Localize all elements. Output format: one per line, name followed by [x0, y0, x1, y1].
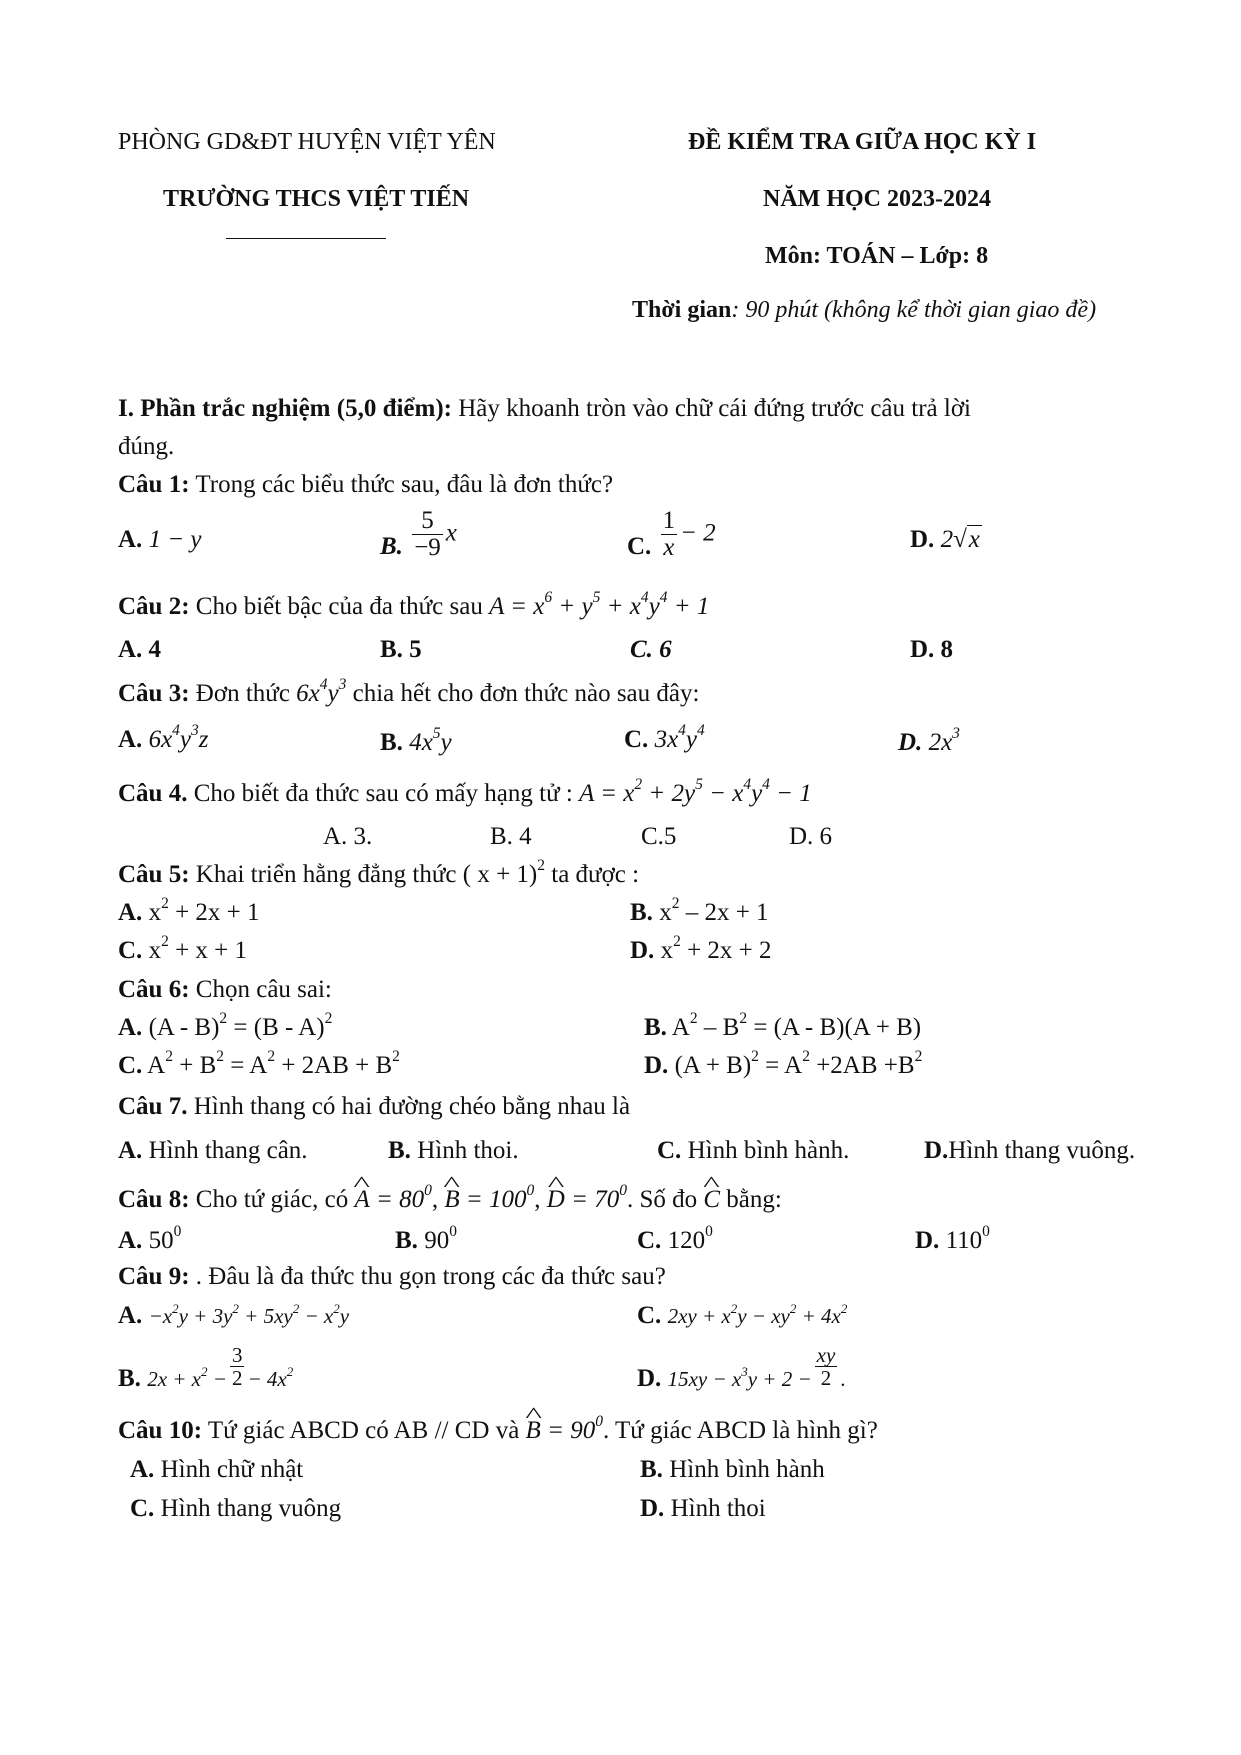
q10-option-a[interactable]: A. Hình chữ nhật: [130, 1456, 304, 1483]
section-title-line: [118, 396, 971, 421]
q7-option-a[interactable]: A. Hình thang cân.: [118, 1137, 308, 1164]
fraction: $\frac{1}{x}$: [662, 507, 676, 562]
question-9: Câu 9: . Đâu là đa thức thu gọn trong các đa thức sau?: [118, 1263, 666, 1290]
school-year: NĂM HỌC 2023-2024: [763, 186, 991, 212]
q6-option-a[interactable]: A. (A - B)$^2$ = (B - A)$^2$: [118, 1010, 333, 1041]
q1-option-d[interactable]: D. 2√x: [910, 526, 980, 553]
fraction: $\frac{5}{-9}$: [414, 507, 441, 562]
question-2: Câu 2: Cho biết bậc của đa thức sau $A = x^6 + y^5 + x^4y^4 + 1$: [118, 589, 710, 620]
question-1: [118, 472, 613, 497]
question-7: Câu 7. Hình thang có hai đường chéo bằng nhau là: [118, 1093, 631, 1120]
fraction: $\frac{3}{2}$: [231, 1343, 243, 1391]
sqrt-symbol: √x: [953, 526, 980, 553]
q8-option-c[interactable]: C. $120^0$: [637, 1223, 713, 1254]
q5-option-a[interactable]: A. $x^2 + 2x + 1$: [118, 895, 260, 926]
q3-option-d[interactable]: D. $2x^3$: [898, 725, 960, 756]
q5-option-c[interactable]: C. $x^2 + x + 1$: [118, 933, 248, 964]
q8-option-d[interactable]: D. $110^0$: [915, 1223, 990, 1254]
q9-option-d[interactable]: D. $_{15xy - x^3y + 2 -}$ $\frac{xy}{2}$ $_.$: [637, 1343, 846, 1393]
q2-option-b[interactable]: B. 5: [380, 636, 422, 663]
q6-option-b[interactable]: B. $A^2 - B^2 = (A - B)(A + B)$: [644, 1010, 922, 1041]
question-3: Câu 3: Đơn thức $6x^4y^3$ chia hết cho đơn thức nào sau đây:: [118, 676, 700, 707]
question-1-text: Trong các biểu thức sau, đâu là đơn thức?: [189, 471, 614, 498]
q2-option-c[interactable]: C. 6: [630, 636, 672, 663]
q4-option-a[interactable]: A. 3.: [323, 823, 373, 850]
q4-option-b[interactable]: B. 4: [490, 823, 532, 850]
q10-option-c[interactable]: C. Hình thang vuông: [130, 1495, 342, 1522]
q7-option-d[interactable]: D.Hình thang vuông.: [924, 1137, 1136, 1164]
q3-option-b[interactable]: B. $4x^5y$: [380, 725, 452, 756]
angle-hat: ^ B: [526, 1418, 541, 1443]
q6-option-c[interactable]: C. $A^2 + B^2 = A^2 + 2AB + B^2$: [118, 1048, 400, 1079]
q7-option-c[interactable]: C. Hình bình hành.: [657, 1137, 850, 1164]
q9-option-b[interactable]: B. $_{2x + x^2 -}$ $\frac{3}{2}$ $_{- 4x^2}$: [118, 1343, 294, 1393]
q2-option-a[interactable]: A. 4: [118, 636, 162, 663]
q6-option-d[interactable]: D. $(A + B)^2 = A^2 +2AB +B^2$: [644, 1048, 923, 1079]
q5-option-b[interactable]: B. $x^2 - 2x + 1$: [630, 895, 769, 926]
q9-option-c[interactable]: C. $2xy + x^2y - xy^2 + 4x^2$: [637, 1301, 848, 1329]
school-name: TRƯỜNG THCS VIỆT TIẾN: [163, 186, 470, 212]
department-name: PHÒNG GD&ĐT HUYỆN VIỆT YÊN: [118, 129, 496, 155]
subject-line: Môn: TOÁN – Lớp: 8: [765, 243, 989, 269]
question-4: Câu 4. Cho biết đa thức sau có mấy hạng tử : $A = x^2 + 2y^5 - x^4y^4 - 1$: [118, 776, 812, 807]
angle-hat: ^ C: [703, 1187, 720, 1212]
time-value: : 90 phút (không kể thời gian giao đề): [731, 297, 1097, 323]
q3-option-a[interactable]: A. $6x^4y^3z$: [118, 722, 209, 753]
q4-option-c[interactable]: C.5: [641, 823, 677, 850]
section-instruction: Hãy khoanh tròn vào chữ cái đứng trước câu trả lời: [452, 395, 972, 422]
time-line: [632, 298, 1096, 322]
question-8: Câu 8: Cho tứ giác, có ^ $A = 80^0$, ^ $B = 100^0$, ^ $D = 70^0$. Số đo ^ C bằng:: [118, 1187, 782, 1212]
question-6: Câu 6: Chọn câu sai:: [118, 976, 332, 1003]
q10-option-d[interactable]: D. Hình thoi: [640, 1495, 766, 1522]
q10-option-b[interactable]: B. Hình bình hành: [640, 1456, 825, 1483]
q1-option-a[interactable]: A. 1 − y: [118, 526, 202, 553]
question-5: Câu 5: Khai triển hằng đẳng thức ( x + 1)$^2$ ta được :: [118, 857, 640, 888]
exam-title: ĐỀ KIỂM TRA GIỮA HỌC KỲ I: [688, 129, 1037, 155]
question-1-label: Câu 1:: [118, 471, 190, 498]
header-underline: [226, 238, 386, 239]
q9-option-a[interactable]: A. $-x^2y + 3y^2 + 5xy^2 - x^2y$: [118, 1301, 350, 1329]
q8-option-a[interactable]: A. $50^0$: [118, 1223, 182, 1254]
q2-option-d[interactable]: D. 8: [910, 636, 954, 663]
question-10: Câu 10: Tứ giác ABCD có AB // CD và ^ $B = 90^0$. Tứ giác ABCD là hình gì?: [118, 1418, 878, 1443]
angle-hat: ^ A: [354, 1187, 369, 1212]
section-title: I. Phần trắc nghiệm (5,0 điểm):: [118, 395, 452, 422]
section-instruction-cont: đúng.: [118, 433, 175, 460]
fraction: $\frac{xy}{2}$: [816, 1343, 836, 1391]
angle-hat: ^ D: [547, 1187, 565, 1212]
q5-option-d[interactable]: D. $x^2 + 2x + 2$: [630, 933, 772, 964]
q7-option-b[interactable]: B. Hình thoi.: [388, 1137, 519, 1164]
angle-hat: ^ B: [444, 1187, 459, 1212]
q1-option-c[interactable]: C. $\frac{1}{x}$ − 2: [627, 507, 716, 562]
q1-option-b[interactable]: B. $\frac{5}{-9}$ x: [380, 507, 457, 562]
q8-option-b[interactable]: B. $90^0$: [395, 1223, 457, 1254]
q4-option-d[interactable]: D. 6: [789, 823, 833, 850]
time-label: Thời gian: [632, 297, 732, 323]
q3-option-c[interactable]: C. $3x^4y^4$: [624, 722, 705, 753]
